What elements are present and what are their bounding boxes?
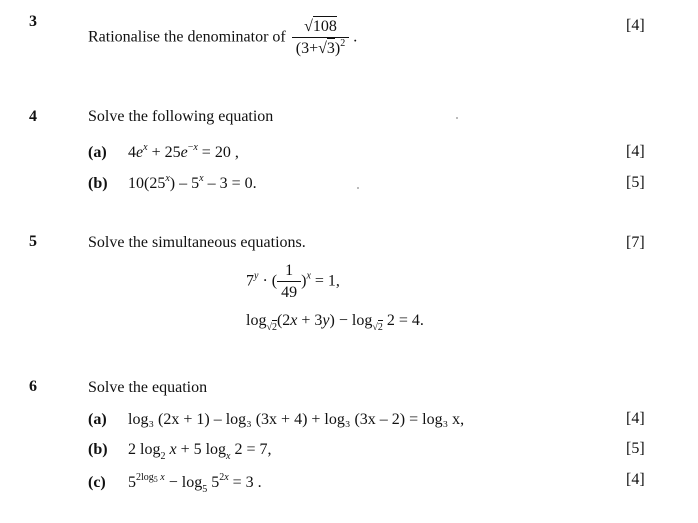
question-4-stem: Solve the following equation bbox=[88, 108, 274, 125]
question-6-part-c-marks: [4] bbox=[626, 471, 645, 488]
part-a-equation: log₃ (2x + 1) – log₃ (3x + 4) + log₃ (3x – 2) = log₃ x, bbox=[128, 411, 465, 428]
question-4-part-a-marks: [4] bbox=[626, 143, 645, 160]
equation-2-rhs: 2 = 4. bbox=[386, 312, 424, 329]
question-5-marks: [7] bbox=[626, 234, 645, 251]
part-label: (a) bbox=[88, 411, 107, 428]
scan-speck bbox=[456, 117, 458, 119]
question-3-number: 3 bbox=[29, 13, 37, 30]
log-word: log bbox=[351, 312, 373, 329]
question-3-stem-end: . bbox=[353, 28, 358, 46]
denominator-radicand: 3 bbox=[326, 40, 335, 57]
log-base: 2 bbox=[377, 322, 383, 333]
question-5-stem: Solve the simultaneous equations. bbox=[88, 234, 306, 251]
fraction-numerator: √108 bbox=[292, 18, 349, 38]
question-3-fraction bbox=[292, 18, 349, 58]
denominator-close: ) bbox=[334, 40, 341, 57]
denominator-power: 2 bbox=[340, 38, 346, 49]
question-6-number: 6 bbox=[29, 378, 37, 395]
question-3-stem-text: Rationalise the denominator of bbox=[88, 28, 286, 46]
equation-1-rhs: = 1, bbox=[314, 272, 340, 290]
equation-1-fraction bbox=[277, 262, 301, 302]
fraction-numerator: 1 bbox=[277, 262, 301, 282]
question-5-equation-2: $\log_{√2}(2x + 3y) - \log_{√2} 2 = 4$. bbox=[246, 312, 424, 333]
question-4-part-b bbox=[88, 175, 257, 193]
scan-speck bbox=[357, 187, 359, 189]
question-6-part-c bbox=[88, 472, 262, 495]
question-3-marks: [4] bbox=[626, 17, 645, 34]
question-4-part-b-marks: [5] bbox=[626, 174, 645, 191]
part-label: (c) bbox=[88, 474, 106, 491]
question-5-number: 5 bbox=[29, 233, 37, 250]
part-c-equation: $5^{2log_5 x} - \log_5 5^{2x} = 3$ . bbox=[128, 472, 262, 495]
part-a-equation: $4e^x + 25e^{-x} = 20$ , bbox=[128, 142, 239, 161]
question-6-part-a-marks: [4] bbox=[626, 410, 645, 427]
question-3-stem bbox=[88, 18, 357, 58]
log-base: 2 bbox=[271, 322, 277, 333]
question-6-stem: Solve the equation bbox=[88, 379, 208, 396]
part-label: (a) bbox=[88, 144, 107, 161]
part-label: (b) bbox=[88, 175, 108, 192]
part-b-equation: 2 $\log_2 x + 5$ $\log_x 2 = 7$, bbox=[128, 441, 272, 462]
fraction-denominator: 49 bbox=[281, 284, 298, 301]
fraction-denominator: $(3+√3)^2$ bbox=[295, 38, 346, 57]
part-b-equation: 10(25$^x$) – 5$^x$ – 3 = 0. bbox=[128, 173, 257, 192]
question-5-equation-1: $7^y$ · ( $\frac{1}{49}$ )$^x$ = 1, bbox=[246, 262, 340, 301]
numerator-radicand: 108 bbox=[312, 18, 337, 35]
question-6-part-a bbox=[88, 411, 464, 429]
denominator-open: (3+ bbox=[295, 40, 319, 57]
log-word: log bbox=[246, 312, 267, 329]
question-6-part-b bbox=[88, 441, 272, 462]
part-label: (b) bbox=[88, 441, 108, 458]
question-6-part-b-marks: [5] bbox=[626, 440, 645, 457]
question-4-number: 4 bbox=[29, 108, 37, 125]
question-4-part-a bbox=[88, 144, 239, 162]
